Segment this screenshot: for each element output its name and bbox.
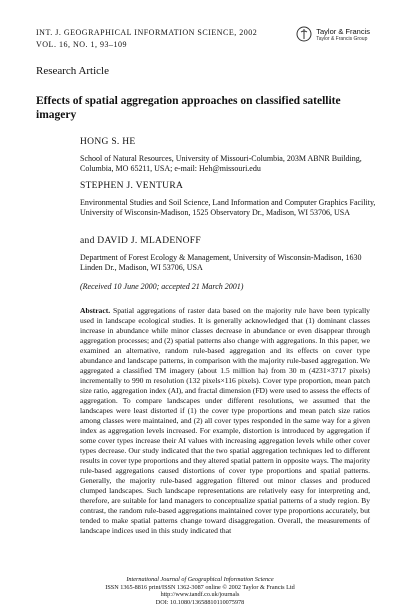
received-dates: (Received 10 June 2000; accepted 21 March 2001) [80, 282, 244, 291]
publisher-logo [296, 26, 370, 42]
journal-name-line: INT. J. GEOGRAPHICAL INFORMATION SCIENCE, 2002 [36, 28, 258, 37]
author-block-1 [80, 137, 380, 175]
publisher-emblem-icon [296, 26, 312, 42]
author-block-2 [80, 181, 380, 219]
author-affiliation: School of Natural Resources, University of Missouri-Columbia, 203M ABNR Building, Columbia, MO 65211, USA; e-mail: Heh@missouri.edu [80, 153, 362, 173]
abstract-text: Spatial aggregations of raster data based on the majority rule have been typically used in landscape ecological studies. It is generally acknowledged that (1) dominant classes increase in abundance while minor classes decrease in abundance or even disappear through aggregation processes; and (2) spatial patterns also change with aggregations. In this paper, we examined an alternative, random rule-based aggregation and its effects on cover type abundance and landscape patterns, in comparison with the majority rule-based aggregation. We aggregated a classified TM imagery (about 1.5 million ha) from 30 m (4231×3717 pixels) incrementally to 990 m resolution (132 pixels×116 pixels). Cover type proportion, mean patch size ratio, aggregation index (AI), and fractal dimension (FD) were used to assess the effects of aggregation. To compare landscapes under different resolutions, we assumed that the landscapes were least distorted if (1) the cover type proportions and mean patch size ratios among classes were maintained, and (2) all cover types responded in the same way for a given index as aggregation levels increased. For example, distortion is introduced by aggregation if some cover types increase their AI values with increasing aggregation levels while other cover types decrease. Our study indicated that the two spatial aggregation techniques led to different results in cover type proportions and they altered spatial pattern in opposite ways. The majority rule-based aggregations caused distortions of cover type proportions and spatial patterns. Generally, the majority rule-based aggregation filtered out minor classes and produced clumped landscapes. Such landscape representations are relatively easy for interpreting and, therefore, are suitable for land managers to conceptualize spatial patterns of a study region. By contrast, the random rule-based aggregations maintained cover type proportions accurately, but tended to make spatial patterns change toward disaggregation. Overall, the measurements of landscape indices used in this study indicated that [80, 306, 370, 535]
volume-line: VOL. 16, NO. 1, 93–109 [36, 40, 127, 49]
publisher-group: Taylor & Francis Group [316, 35, 368, 42]
author-name: STEPHEN J. VENTURA [80, 181, 184, 191]
author-affiliation: Department of Forest Ecology & Management, University of Wisconsin-Madison, 1630 Linden Dr., Madison, WI 53706, USA [80, 252, 362, 272]
footer-issn: ISSN 1365-8816 print/ISSN 1362-3087 online © 2002 Taylor & Francis Ltd [105, 583, 295, 591]
paper-title: Effects of spatial aggregation approaches on classified satellite imagery [36, 95, 341, 121]
article-type: Research Article [36, 65, 109, 77]
abstract [80, 306, 370, 536]
author-name: and DAVID J. MLADENOFF [80, 236, 201, 246]
abstract-label: Abstract. [80, 306, 111, 315]
publisher-name: Taylor & Francis [316, 26, 370, 36]
footer-journal: International Journal of Geographical Information Science [126, 576, 274, 583]
footer-url[interactable]: http://www.tandf.co.uk/journals [160, 591, 240, 598]
author-name: HONG S. HE [80, 137, 136, 147]
author-affiliation: Environmental Studies and Soil Science, Land Information and Computer Graphics Facility, University of Wisconsin-Madison, 1525 Observatory Dr., Madison, WI 53706, USA [80, 197, 376, 217]
author-block-3 [80, 236, 380, 274]
footer-doi: DOI: 10.1080/13658810110075978 [155, 598, 245, 606]
journal-header [36, 27, 257, 51]
page-footer [0, 576, 400, 606]
